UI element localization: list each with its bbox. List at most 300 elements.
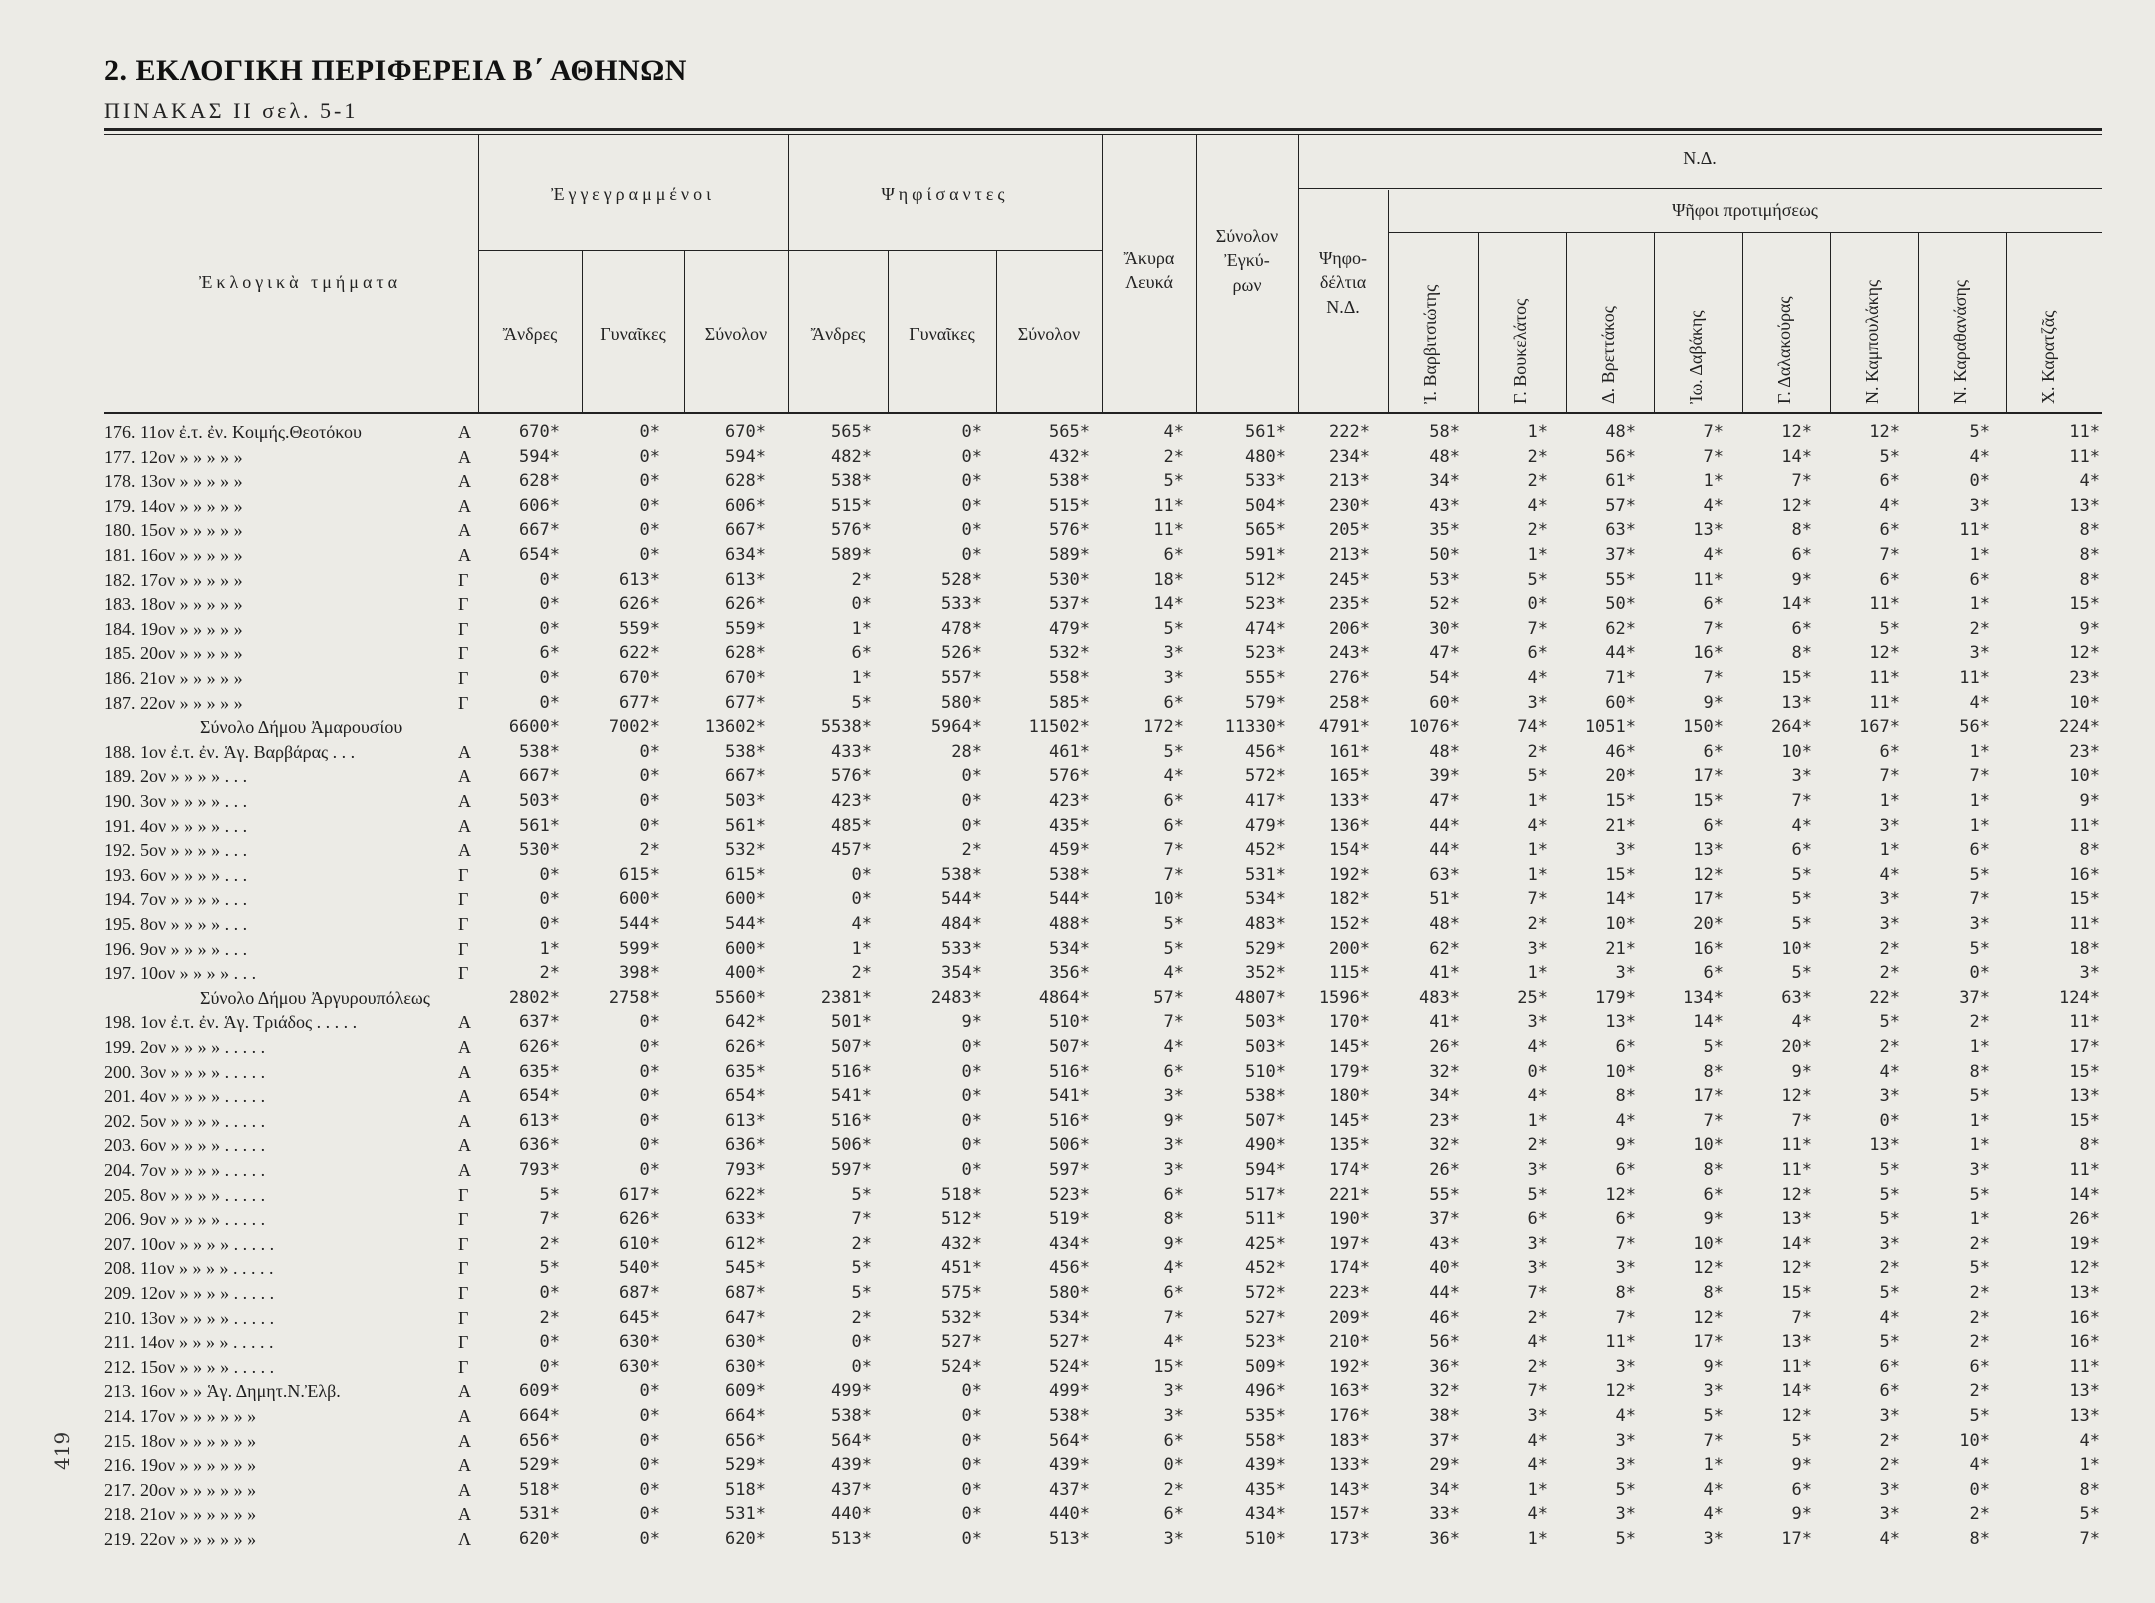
cell-value: 9* (1703, 1356, 1724, 1377)
cell-value: 150* (1683, 717, 1724, 738)
header-candidate: Δ. Βρεττάκος (1598, 306, 1618, 404)
cell-value: 50* (1605, 594, 1636, 615)
cell-value: 589* (1049, 545, 1090, 565)
cell-value: 176* (1329, 1406, 1370, 1426)
cell-value: 597* (1049, 1160, 1090, 1180)
cell-value: 0* (639, 1135, 660, 1156)
table-row (0, 1158, 2155, 1183)
cell-value: 4* (851, 914, 872, 934)
cell-value: 53* (1429, 569, 1460, 590)
cell-value: 7* (1791, 1307, 1812, 1328)
cell-value: 4* (1163, 1258, 1184, 1279)
cell-value: 5* (1527, 1184, 1548, 1205)
cell-value: 12* (1781, 1406, 1812, 1426)
cell-value: 1* (1969, 594, 1990, 615)
cell-value: 4* (1879, 1307, 1900, 1328)
header-top-rule-thin (104, 134, 2102, 135)
cell-value: 13* (1781, 1209, 1812, 1230)
row-label: 192. 5ον » » » » . . . (104, 840, 248, 861)
cell-value: 0* (639, 766, 660, 787)
cell-value: 0* (539, 1332, 560, 1353)
cell-value: 8* (1615, 1283, 1636, 1303)
cell-value: 15* (1693, 791, 1724, 811)
cell-value: 490* (1245, 1135, 1286, 1156)
row-district-code: Α (458, 520, 471, 541)
cell-value: 6* (1703, 1184, 1724, 1205)
cell-value: 417* (1245, 791, 1286, 811)
cell-value: 580* (941, 692, 982, 713)
cell-value: 12* (1781, 1184, 1812, 1205)
cell-value: 503* (519, 791, 560, 811)
cell-value: 5* (1879, 1184, 1900, 1205)
cell-value: 14* (1781, 1233, 1812, 1254)
cell-value: 0* (851, 1356, 872, 1377)
cell-value: 12* (2069, 1258, 2100, 1279)
cell-value: 15* (2069, 889, 2100, 910)
header-valid-line2: Ἐγκύ- (1224, 250, 1270, 271)
cell-value: 523* (1245, 643, 1286, 664)
cell-value: 6* (1969, 840, 1990, 861)
cell-value: 541* (1049, 1086, 1090, 1107)
table-row (0, 1232, 2155, 1257)
cell-value: 670* (619, 668, 660, 688)
cell-value: 4* (1163, 1332, 1184, 1353)
cell-value: 12* (1869, 422, 1900, 442)
cell-value: 0* (639, 446, 660, 467)
cell-value: 124* (2059, 987, 2100, 1008)
cell-value: 452* (1245, 840, 1286, 861)
cell-value: 529* (725, 1455, 766, 1476)
cell-value: 224* (2059, 717, 2100, 738)
row-district-code: Α (458, 1381, 471, 1402)
cell-value: 613* (725, 1110, 766, 1131)
row-label: 183. 18ον » » » » » (104, 594, 243, 615)
row-label: 194. 7ον » » » » . . . (104, 889, 248, 910)
table-row (0, 1527, 2155, 1552)
cell-value: 221* (1329, 1184, 1370, 1205)
cell-value: 423* (831, 791, 872, 811)
cell-value: 2* (851, 1307, 872, 1328)
cell-value: 30* (1429, 618, 1460, 639)
cell-value: 589* (831, 545, 872, 565)
cell-value: 579* (1245, 692, 1286, 713)
cell-value: 154* (1329, 840, 1370, 861)
cell-value: 0* (639, 1160, 660, 1180)
cell-value: 12* (1693, 864, 1724, 885)
cell-value: 483* (1419, 987, 1460, 1008)
cell-value: 12* (1605, 1184, 1636, 1205)
cell-value: 6* (1163, 1504, 1184, 1525)
cell-value: 258* (1329, 692, 1370, 713)
cell-value: 354* (941, 963, 982, 984)
cell-value: 47* (1429, 791, 1460, 811)
cell-value: 13* (2069, 1381, 2100, 1402)
table-row (0, 1453, 2155, 1478)
cell-value: 524* (1049, 1356, 1090, 1377)
cell-value: 14* (1693, 1012, 1724, 1033)
cell-value: 6* (1703, 741, 1724, 762)
cell-value: 14* (2069, 1184, 2100, 1205)
page-number: 419 (50, 1431, 74, 1470)
cell-value: 0* (851, 864, 872, 885)
cell-value: 11502* (1028, 717, 1090, 738)
row-label: 193. 6ον » » » » . . . (104, 864, 248, 885)
cell-value: 2* (961, 840, 982, 861)
cell-value: 485* (831, 815, 872, 836)
cell-value: 14* (1153, 594, 1184, 615)
cell-value: 55* (1429, 1184, 1460, 1205)
cell-value: 793* (519, 1160, 560, 1180)
cell-value: 157* (1329, 1504, 1370, 1525)
cell-value: 41* (1429, 1012, 1460, 1033)
cell-value: 437* (1049, 1479, 1090, 1500)
cell-value: 0* (639, 1037, 660, 1057)
table-row (0, 445, 2155, 470)
cell-value: 8* (2079, 840, 2100, 861)
table-row (0, 1207, 2155, 1232)
cell-value: 0* (1969, 1479, 1990, 1500)
cell-value: 0* (961, 1381, 982, 1402)
cell-value: 2* (1969, 1307, 1990, 1328)
cell-value: 245* (1329, 569, 1370, 590)
table-row (0, 1010, 2155, 1035)
cell-value: 518* (519, 1479, 560, 1500)
cell-value: 32* (1429, 1135, 1460, 1156)
cell-value: 6* (1615, 1209, 1636, 1230)
cell-value: 16* (1693, 643, 1724, 664)
cell-value: 3* (1879, 889, 1900, 910)
cell-value: 3* (1879, 1479, 1900, 1500)
cell-value: 5* (1163, 741, 1184, 762)
cell-value: 62* (1605, 618, 1636, 639)
cell-value: 2* (851, 963, 872, 984)
cell-value: 37* (1429, 1209, 1460, 1230)
cell-value: 617* (619, 1184, 660, 1205)
cell-value: 0* (961, 1037, 982, 1057)
table-row (0, 641, 2155, 666)
cell-value: 37* (1605, 545, 1636, 565)
cell-value: 0* (639, 1381, 660, 1402)
cell-value: 3* (1163, 1135, 1184, 1156)
cell-value: 504* (1245, 495, 1286, 516)
row-district-code: Α (458, 495, 471, 516)
cell-value: 1* (1969, 791, 1990, 811)
cell-value: 6* (1163, 1184, 1184, 1205)
cell-value: 44* (1429, 840, 1460, 861)
cell-value: 0* (1163, 1455, 1184, 1476)
header-ballots-line1: Ψηφο- (1318, 248, 1368, 268)
cell-value: 677* (725, 692, 766, 713)
cell-value: 423* (1049, 791, 1090, 811)
cell-value: 12* (1781, 1258, 1812, 1279)
header-reg-women: Γυναῖκες (600, 324, 666, 344)
cell-value: 7* (539, 1209, 560, 1230)
cell-value: 516* (1049, 1061, 1090, 1082)
cell-value: 0* (961, 1135, 982, 1156)
cell-value: 439* (1245, 1455, 1286, 1476)
cell-value: 3* (1703, 1529, 1724, 1549)
row-label: 177. 12ον » » » » » (104, 446, 243, 467)
cell-value: 34* (1429, 1086, 1460, 1107)
cell-value: 7* (1969, 766, 1990, 787)
cell-value: 433* (831, 741, 872, 762)
cell-value: 0* (539, 889, 560, 910)
cell-value: 606* (725, 495, 766, 516)
cell-value: 7* (1703, 618, 1724, 639)
row-district-code: Α (458, 446, 471, 467)
cell-value: 0* (639, 1086, 660, 1107)
row-label: 208. 11ον » » » » . . . . . (104, 1258, 274, 1279)
cell-value: 25* (1517, 987, 1548, 1008)
cell-value: 613* (725, 569, 766, 590)
cell-value: 1* (1969, 1135, 1990, 1156)
table-header (0, 0, 2155, 420)
cell-value: 136* (1329, 815, 1370, 836)
cell-value: 133* (1329, 1455, 1370, 1476)
row-district-code: Γ (458, 938, 469, 959)
cell-value: 1* (1527, 1529, 1548, 1549)
header-voted-total: Σύνολον (1017, 324, 1081, 344)
cell-value: 519* (1049, 1209, 1090, 1230)
cell-value: 636* (725, 1135, 766, 1156)
row-label: 215. 18ον » » » » » » (104, 1430, 257, 1451)
cell-value: 8* (1615, 1086, 1636, 1107)
cell-value: 0* (851, 594, 872, 615)
cell-value: 23* (2069, 741, 2100, 762)
cell-value: 630* (619, 1356, 660, 1377)
cell-value: 3* (1969, 495, 1990, 516)
cell-value: 0* (639, 495, 660, 516)
cell-value: 34* (1429, 1479, 1460, 1500)
cell-value: 5* (1969, 1086, 1990, 1107)
cell-value: 11* (2069, 1160, 2100, 1180)
cell-value: 0* (639, 1061, 660, 1082)
cell-value: 4* (1163, 766, 1184, 787)
cell-value: 19* (2069, 1233, 2100, 1254)
row-district-code: Γ (458, 1209, 469, 1230)
cell-value: 34* (1429, 471, 1460, 492)
cell-value: 4* (1703, 545, 1724, 565)
cell-value: 506* (831, 1135, 872, 1156)
row-label: 195. 8ον » » » » . . . (104, 914, 248, 934)
cell-value: 635* (519, 1061, 560, 1082)
cell-value: 538* (831, 471, 872, 492)
cell-value: 591* (1245, 545, 1286, 565)
cell-value: 435* (1049, 815, 1090, 836)
cell-value: 17* (1693, 889, 1724, 910)
cell-value: 26* (1429, 1160, 1460, 1180)
cell-value: 7* (1703, 668, 1724, 688)
row-district-code: Α (458, 1504, 471, 1525)
header-candidate: Ν. Καμπουλάκης (1862, 279, 1882, 404)
cell-value: 626* (619, 1209, 660, 1230)
cell-value: 452* (1245, 1258, 1286, 1279)
cell-value: 36* (1429, 1356, 1460, 1377)
cell-value: 523* (1049, 1184, 1090, 1205)
row-district-code: Α (458, 1012, 471, 1033)
row-district-code: Α (458, 1160, 471, 1180)
cell-value: 3* (1879, 1086, 1900, 1107)
cell-value: 1* (1969, 545, 1990, 565)
cell-value: 585* (1049, 692, 1090, 713)
cell-value: 600* (725, 889, 766, 910)
cell-value: 4* (1527, 1430, 1548, 1451)
cell-value: 3* (1969, 643, 1990, 664)
cell-value: 496* (1245, 1381, 1286, 1402)
cell-value: 6* (1163, 1430, 1184, 1451)
cell-value: 5* (1879, 1283, 1900, 1303)
cell-value: 435* (1245, 1479, 1286, 1500)
cell-value: 6* (1527, 1209, 1548, 1230)
cell-value: 115* (1329, 963, 1370, 984)
cell-value: 626* (619, 594, 660, 615)
cell-value: 440* (1049, 1504, 1090, 1525)
cell-value: 544* (619, 914, 660, 934)
cell-value: 561* (725, 815, 766, 836)
cell-value: 2802* (508, 987, 560, 1008)
cell-value: 10* (1693, 1233, 1724, 1254)
cell-value: 529* (519, 1455, 560, 1476)
header-sections: Ἐκλογικὰ τμήματα (198, 272, 402, 292)
cell-value: 1* (1969, 1209, 1990, 1230)
cell-value: 534* (1245, 889, 1286, 910)
cell-value: 4* (1879, 1529, 1900, 1549)
cell-value: 192* (1329, 1356, 1370, 1377)
cell-value: 613* (619, 569, 660, 590)
cell-value: 2* (1527, 471, 1548, 492)
row-district-code: Α (458, 1061, 471, 1082)
cell-value: 234* (1329, 446, 1370, 467)
cell-value: 656* (519, 1430, 560, 1451)
cell-value: 6* (1163, 815, 1184, 836)
cell-value: 576* (1049, 766, 1090, 787)
cell-value: 484* (941, 914, 982, 934)
cell-value: 2* (1527, 1356, 1548, 1377)
cell-value: 6* (1163, 1061, 1184, 1082)
cell-value: 2483* (930, 987, 982, 1008)
cell-value: 2* (1879, 1258, 1900, 1279)
cell-value: 507* (1049, 1037, 1090, 1057)
cell-value: 9* (961, 1012, 982, 1033)
cell-value: 165* (1329, 766, 1370, 787)
table-row (0, 912, 2155, 937)
cell-value: 4* (1163, 422, 1184, 442)
cell-value: 531* (1245, 864, 1286, 885)
cell-value: 38* (1429, 1406, 1460, 1426)
cell-value: 1* (539, 938, 560, 959)
cell-value: 630* (725, 1332, 766, 1353)
table-total-row (0, 715, 2155, 740)
cell-value: 532* (941, 1307, 982, 1328)
cell-value: 5* (1879, 618, 1900, 639)
cell-value: 3* (1527, 1258, 1548, 1279)
cell-value: 205* (1329, 520, 1370, 541)
cell-value: 565* (1245, 520, 1286, 541)
cell-value: 134* (1683, 987, 1724, 1008)
cell-value: 557* (941, 668, 982, 688)
cell-value: 516* (831, 1110, 872, 1131)
cell-value: 7* (1703, 422, 1724, 442)
header-candidate: Ἰ. Βαρβιτσιώτης (1420, 284, 1440, 404)
cell-value: 11* (1869, 668, 1900, 688)
cell-value: 8* (1703, 1061, 1724, 1082)
cell-value: 197* (1329, 1233, 1370, 1254)
cell-value: 48* (1429, 741, 1460, 762)
cell-value: 613* (519, 1110, 560, 1131)
cell-value: 0* (639, 741, 660, 762)
cell-value: 4* (1879, 1061, 1900, 1082)
cell-value: 654* (725, 1086, 766, 1107)
cell-value: 71* (1605, 668, 1636, 688)
cell-value: 0* (639, 1012, 660, 1033)
table-row (0, 764, 2155, 789)
cell-value: 544* (1049, 889, 1090, 910)
cell-value: 222* (1329, 422, 1370, 442)
row-district-code: Λ (458, 1529, 472, 1549)
cell-value: 9* (2079, 791, 2100, 811)
table-row (0, 1109, 2155, 1134)
table-row (0, 887, 2155, 912)
row-district-code: Α (458, 471, 471, 492)
cell-value: 8* (1703, 1160, 1724, 1180)
cell-value: 3* (1615, 840, 1636, 861)
cell-value: 1* (1969, 741, 1990, 762)
cell-value: 1* (1527, 963, 1548, 984)
cell-value: 512* (1245, 569, 1286, 590)
row-label: 200. 3ον » » » » . . . . . (104, 1061, 266, 1082)
cell-value: 0* (639, 471, 660, 492)
cell-value: 2* (1969, 1233, 1990, 1254)
header-candidate: Γ. Βουκελάτος (1510, 298, 1530, 404)
row-district-code: Α (458, 1135, 471, 1156)
cell-value: 17* (1781, 1529, 1812, 1549)
cell-value: 1* (2079, 1455, 2100, 1476)
cell-value: 635* (725, 1061, 766, 1082)
cell-value: 2* (1527, 741, 1548, 762)
cell-value: 6* (1879, 1381, 1900, 1402)
cell-value: 6* (1791, 545, 1812, 565)
cell-value: 606* (519, 495, 560, 516)
cell-value: 597* (831, 1160, 872, 1180)
cell-value: 43* (1429, 1233, 1460, 1254)
cell-value: 2* (1969, 1381, 1990, 1402)
cell-value: 145* (1329, 1037, 1370, 1057)
cell-value: 4* (1527, 1504, 1548, 1525)
cell-value: 620* (519, 1529, 560, 1549)
cell-value: 182* (1329, 889, 1370, 910)
cell-value: 2* (1879, 1430, 1900, 1451)
cell-value: 3* (1879, 1406, 1900, 1426)
cell-value: 4791* (1318, 717, 1370, 738)
cell-value: 572* (1245, 766, 1286, 787)
cell-value: 3* (1615, 1258, 1636, 1279)
header-ballots-line3: Ν.Δ. (1326, 296, 1360, 317)
cell-value: 62* (1429, 938, 1460, 959)
cell-value: 1* (851, 668, 872, 688)
cell-value: 11* (1869, 594, 1900, 615)
cell-value: 63* (1781, 987, 1812, 1008)
cell-value: 3* (1527, 1406, 1548, 1426)
cell-value: 20* (1693, 914, 1724, 934)
cell-value: 60* (1429, 692, 1460, 713)
cell-value: 0* (639, 422, 660, 442)
cell-value: 12* (1693, 1258, 1724, 1279)
cell-value: 36* (1429, 1529, 1460, 1549)
cell-value: 626* (725, 594, 766, 615)
table-row (0, 838, 2155, 863)
cell-value: 12* (1781, 422, 1812, 442)
cell-value: 544* (725, 914, 766, 934)
